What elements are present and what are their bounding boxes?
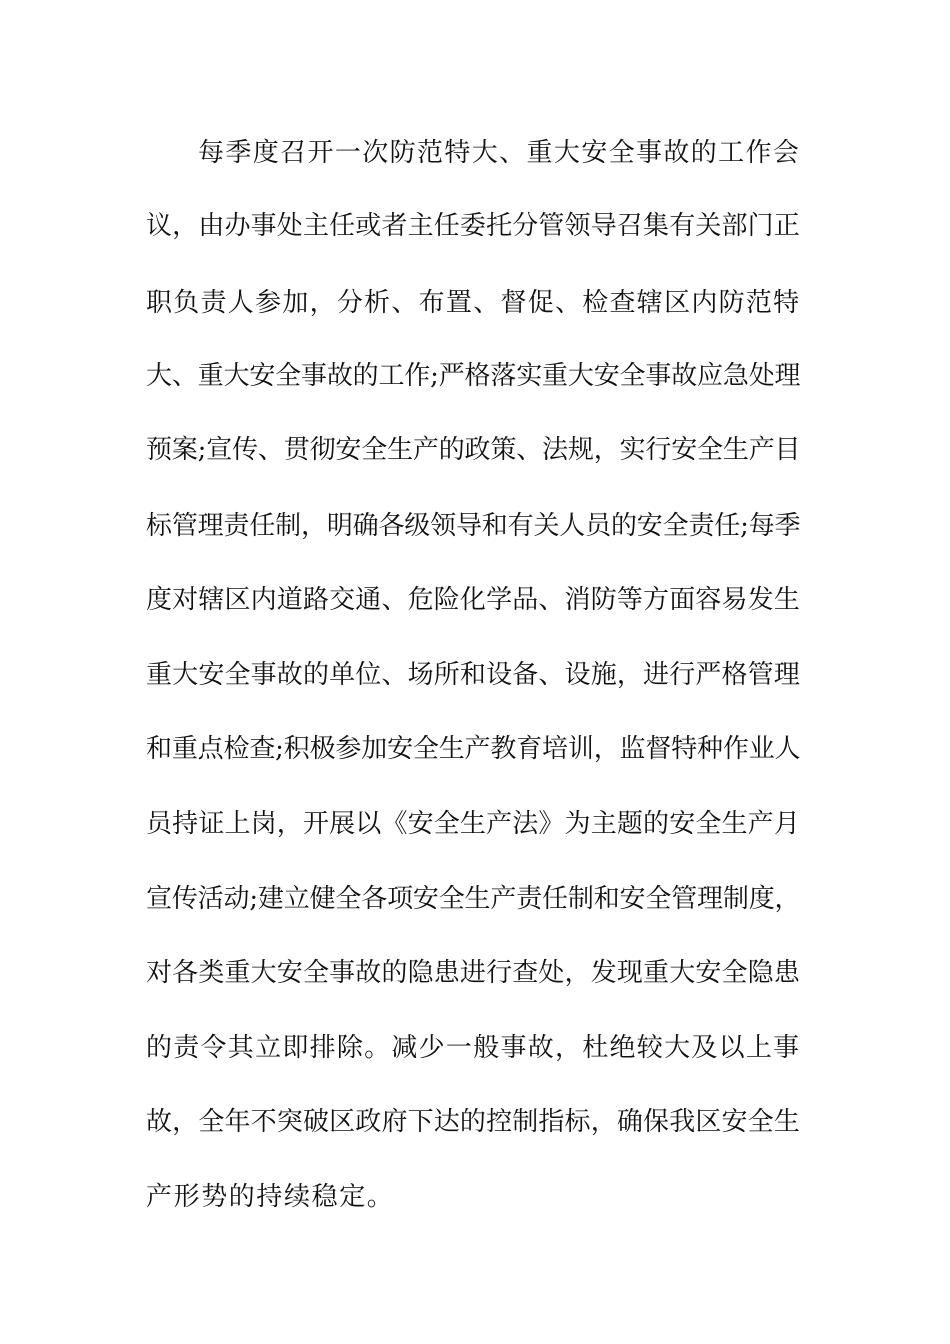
paragraph-line: 产形势的持续稳定。 [146,1182,395,1212]
paragraph-line: 重大安全事故的单位、场所和设备、设施，进行严格管理 [146,660,801,690]
paragraph-line: 的责令其立即排除。减少一般事故，杜绝较大及以上事 [146,1033,801,1063]
paragraph-line: 故，全年不突破区政府下达的控制指标，确保我区安全生 [146,1107,801,1137]
paragraph-line: 职负责人参加，分析、布置、督促、检查辖区内防范特 [146,288,801,318]
paragraph-line: 议，由办事处主任或者主任委托分管领导召集有关部门正 [146,211,801,241]
paragraph-line: 预案;宣传、贯彻安全生产的政策、法规，实行安全生产目 [146,435,801,465]
paragraph-line: 度对辖区内道路交通、危险化学品、消防等方面容易发生 [146,585,801,615]
paragraph-line: 宣传活动;建立健全各项安全生产责任制和安全管理制度， [146,884,801,914]
paragraph-line: 对各类重大安全事故的隐患进行查处，发现重大安全隐患 [146,958,801,988]
paragraph-line: 大、重大安全事故的工作;严格落实重大安全事故应急处理 [146,361,801,391]
paragraph-line: 每季度召开一次防范特大、重大安全事故的工作会 [198,138,801,168]
paragraph-line: 员持证上岗，开展以《安全生产法》为主题的安全生产月 [146,809,801,839]
paragraph-line: 和重点检查;积极参加安全生产教育培训，监督特种作业人 [146,734,801,764]
paragraph-line: 标管理责任制，明确各级领导和有关人员的安全责任;每季 [146,511,801,541]
